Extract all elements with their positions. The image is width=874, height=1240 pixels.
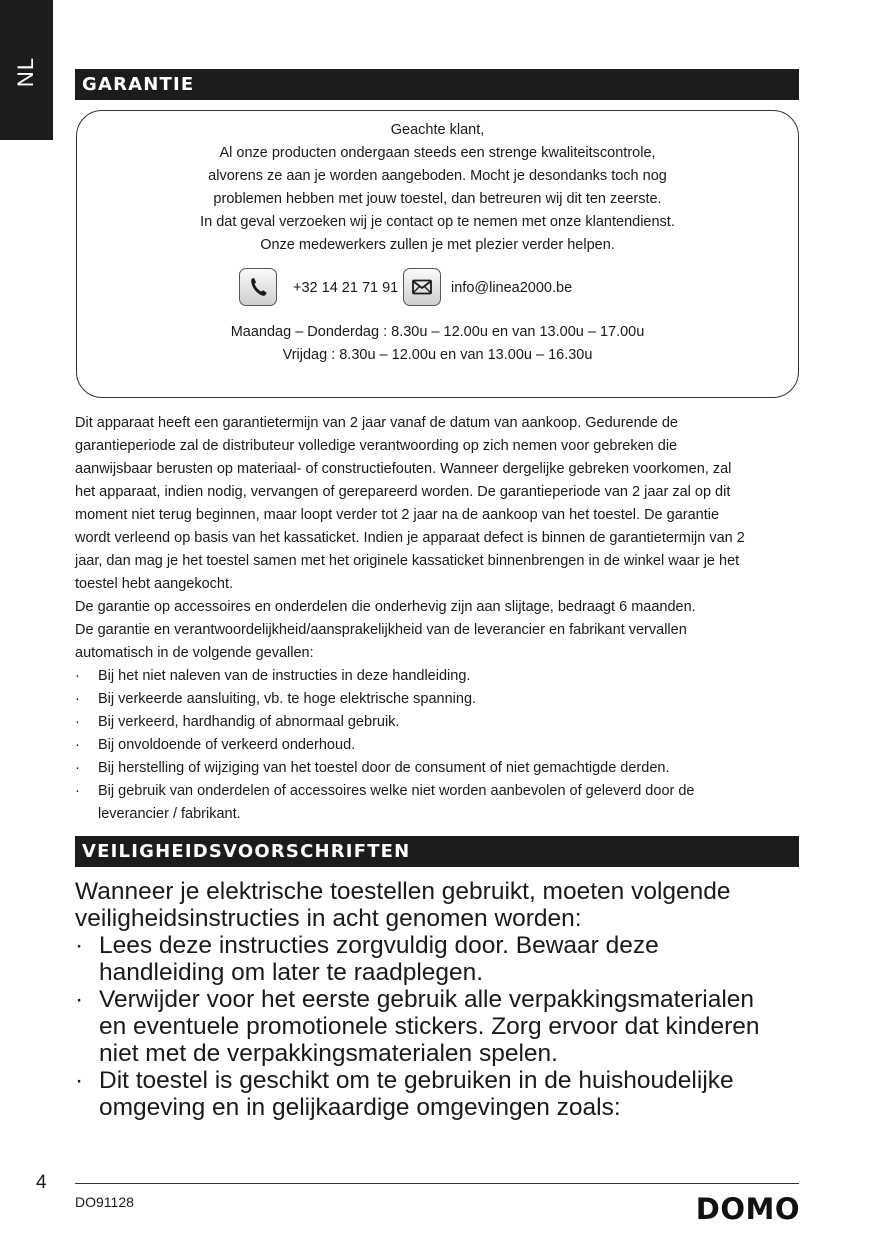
warranty-line: Dit apparaat heeft een garantietermijn van 2 jaar vanaf de datum van aankoop. Gedurende de bbox=[75, 415, 678, 431]
phone-icon bbox=[239, 268, 277, 306]
intro-line: Al onze producten ondergaan steeds een strenge kwaliteitscontrole, bbox=[219, 145, 656, 161]
envelope-icon bbox=[403, 268, 441, 306]
list-item-text: · Bij gebruik van onderdelen of accessoires welke niet worden aanbevolen of geleverd door de bbox=[98, 783, 695, 799]
safety-intro-line: Wanneer je elektrische toestellen gebruikt, moeten volgende bbox=[75, 878, 731, 905]
list-item-text: · Bij herstelling of wijziging van het toestel door de consument of niet gemachtigde derden. bbox=[98, 760, 670, 776]
intro-line: Geachte klant, bbox=[390, 122, 485, 138]
list-item-text: · Bij onvoldoende of verkeerd onderhoud. bbox=[98, 737, 356, 753]
opening-hours bbox=[77, 321, 798, 367]
customer-service-box bbox=[76, 110, 799, 398]
footer-divider bbox=[75, 1183, 799, 1184]
warranty-line: De garantie en verantwoordelijkheid/aansprakelijkheid van de leverancier en fabrikant vervallen bbox=[75, 622, 687, 638]
list-item bbox=[75, 688, 805, 711]
list-item bbox=[75, 1067, 805, 1121]
warranty-line: het apparaat, indien nodig, vervangen of gerepareerd worden. De garantieperiode van 2 jaar zal op dit bbox=[75, 484, 731, 500]
list-item-text: · Bij verkeerde aansluiting, vb. te hoge elektrische spanning. bbox=[98, 691, 477, 707]
language-label: NL bbox=[13, 56, 38, 88]
list-item-text: · Verwijder voor het eerste gebruik alle verpakkingsmaterialen bbox=[99, 986, 755, 1013]
warranty-line: jaar, dan mag je het toestel samen met het originele kassaticket binnenbrengen in de winkel waar je het bbox=[75, 553, 740, 569]
email-address: info@linea2000.be bbox=[451, 280, 573, 296]
model-number: DO91128 bbox=[75, 1194, 134, 1210]
warranty-line: garantieperiode zal de distributeur volledige verantwoording op zich nemen voor gebreken die bbox=[75, 438, 678, 454]
safety-instructions bbox=[75, 878, 805, 1121]
list-item-text: · Bij verkeerd, hardhandig of abnormaal gebruik. bbox=[98, 714, 400, 730]
warranty-line: wordt verleend op basis van het kassaticket. Indien je apparaat defect is binnen de garantietermijn van 2 bbox=[75, 530, 745, 546]
list-item-text: handleiding om later te raadplegen. bbox=[99, 959, 484, 986]
intro-line: In dat geval verzoeken wij je contact op te nemen met onze klantendienst. bbox=[200, 214, 675, 230]
intro-line: alvorens ze aan je worden aangeboden. Mocht je desondanks toch nog bbox=[208, 168, 667, 184]
warranty-line: automatisch in de volgende gevallen: bbox=[75, 645, 314, 661]
list-item bbox=[75, 986, 805, 1067]
garantie-heading: GARANTIE bbox=[75, 69, 799, 100]
list-item-text: · Lees deze instructies zorgvuldig door. Bewaar deze bbox=[99, 932, 659, 959]
list-item bbox=[75, 757, 805, 780]
veiligheid-heading: VEILIGHEIDSVOORSCHRIFTEN bbox=[75, 836, 799, 867]
language-tab bbox=[0, 0, 53, 140]
customer-service-intro bbox=[77, 119, 798, 257]
phone-number: +32 14 21 71 91 bbox=[293, 280, 399, 296]
warranty-terms bbox=[75, 412, 805, 826]
list-item-text: · Dit toestel is geschikt om te gebruiken in de huishoudelijke bbox=[99, 1067, 734, 1094]
warranty-line: moment niet terug beginnen, maar loopt verder tot 2 jaar na de aankoop van het toestel. De garantie bbox=[75, 507, 720, 523]
exclusions-list bbox=[75, 665, 805, 826]
warranty-line: aanwijsbaar berusten op materiaal- of constructiefouten. Wanneer dergelijke gebreken voorkomen, zal bbox=[75, 461, 732, 477]
list-item-text: omgeving en in gelijkaardige omgevingen zoals: bbox=[99, 1094, 621, 1121]
safety-list bbox=[75, 932, 805, 1121]
list-item-text: leverancier / fabrikant. bbox=[98, 806, 241, 822]
list-item bbox=[75, 932, 805, 986]
list-item bbox=[75, 780, 805, 826]
list-item bbox=[75, 734, 805, 757]
hours-line: Vrijdag : 8.30u – 12.00u en van 13.00u – 16.30u bbox=[282, 347, 593, 363]
list-item-text: niet met de verpakkingsmaterialen spelen. bbox=[99, 1040, 558, 1067]
safety-intro-line: veiligheidsinstructies in acht genomen worden: bbox=[75, 905, 582, 932]
list-item-text: en eventuele promotionele stickers. Zorg ervoor dat kinderen bbox=[99, 1013, 760, 1040]
list-item-text: · Bij het niet naleven van de instructies in deze handleiding. bbox=[98, 668, 471, 684]
warranty-line: De garantie op accessoires en onderdelen die onderhevig zijn aan slijtage, bedraagt 6 maanden. bbox=[75, 599, 696, 615]
hours-line: Maandag – Donderdag : 8.30u – 12.00u en van 13.00u – 17.00u bbox=[230, 324, 645, 340]
brand-logo: DOMO bbox=[695, 1192, 800, 1226]
page-number: 4 bbox=[36, 1172, 47, 1193]
list-item bbox=[75, 711, 805, 734]
warranty-line: toestel hebt aangekocht. bbox=[75, 576, 234, 592]
intro-line: problemen hebben met jouw toestel, dan betreuren wij dit ten zeerste. bbox=[213, 191, 662, 207]
list-item bbox=[75, 665, 805, 688]
intro-line: Onze medewerkers zullen je met plezier verder helpen. bbox=[260, 237, 615, 253]
